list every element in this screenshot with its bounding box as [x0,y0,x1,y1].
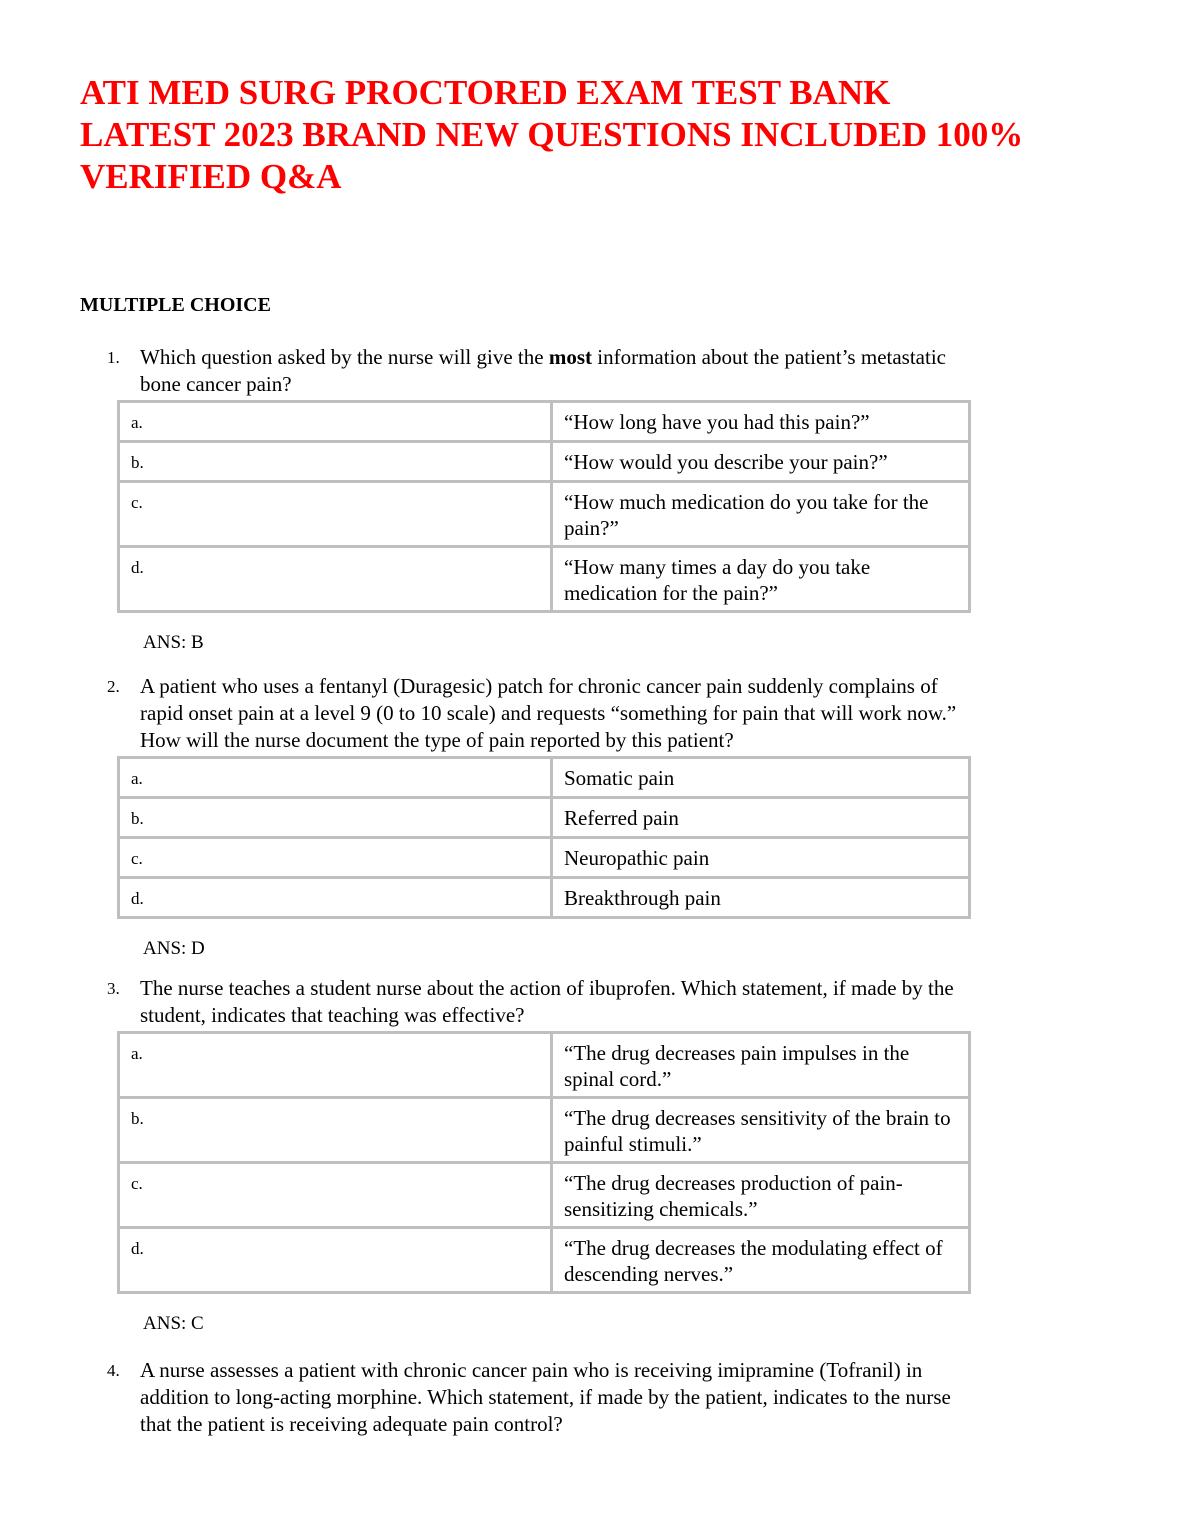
question-text [140,673,1067,754]
question-text-line [140,344,1067,371]
question-text-line: The nurse teaches a student nurse about the action of ibuprofen. Which statement, if made by the [140,976,954,1000]
option-row [119,798,970,838]
option-row [119,402,970,442]
option-text: “The drug decreases sensitivity of the brain to painful stimuli.” [552,1098,970,1163]
question-text-line: that the patient is receiving adequate pain control? [140,1412,563,1436]
question-text [140,1357,1067,1438]
option-row [119,838,970,878]
option-letter: b. [119,442,552,482]
title-line: ATI MED SURG PROCTORED EXAM TEST BANK [80,73,891,112]
question-number: 3. [107,979,120,998]
option-row [119,878,970,918]
title-line: LATEST 2023 BRAND NEW QUESTIONS INCLUDED 100% [80,115,1024,154]
option-letter: c. [119,1163,552,1228]
option-letter: a. [119,402,552,442]
option-letter: c. [119,838,552,878]
answer-key: ANS: D [143,938,205,959]
option-letter: d. [119,547,552,612]
option-text: “How would you describe your pain?” [552,442,970,482]
answer-key: ANS: B [143,632,204,653]
option-letter: a. [119,1033,552,1098]
option-row [119,442,970,482]
question-4 [107,1357,1067,1438]
option-text: “How long have you had this pain?” [552,402,970,442]
options-table [117,1031,971,1294]
option-text: Breakthrough pain [552,878,970,918]
option-letter: b. [119,798,552,838]
options-table [117,756,971,919]
option-text: “How much medication do you take for the pain?” [552,482,970,547]
option-letter: d. [119,1228,552,1293]
option-text: “How many times a day do you take medication for the pain?” [552,547,970,612]
option-text: “The drug decreases pain impulses in the spinal cord.” [552,1033,970,1098]
answer-key: ANS: C [143,1313,204,1334]
option-row [119,758,970,798]
question-text-line: A nurse assesses a patient with chronic cancer pain who is receiving imipramine (Tofranil) in [140,1358,923,1382]
text-segment: information about the patient’s metastatic [592,345,946,369]
question-text [140,344,1067,398]
option-row [119,482,970,547]
option-row [119,1033,970,1098]
question-text-line: A patient who uses a fentanyl (Duragesic) patch for chronic cancer pain suddenly complains of [140,674,938,698]
question-number: 4. [107,1361,120,1380]
option-row [119,1228,970,1293]
option-letter: a. [119,758,552,798]
option-letter: d. [119,878,552,918]
question-number: 1. [107,348,120,367]
option-text: Referred pain [552,798,970,838]
option-letter: c. [119,482,552,547]
question-number: 2. [107,677,120,696]
question-text [140,975,1067,1029]
question-1 [107,344,1067,655]
emphasis-text: most [548,345,592,369]
question-text-line: How will the nurse document the type of pain reported by this patient? [140,728,734,752]
option-text: Neuropathic pain [552,838,970,878]
section-heading: MULTIPLE CHOICE [80,294,271,316]
question-3 [107,975,1067,1336]
text-segment: Which question asked by the nurse will give the [140,345,549,369]
question-text-line: rapid onset pain at a level 9 (0 to 10 scale) and requests “something for pain that will work now.” [140,701,957,725]
option-text: “The drug decreases production of pain-sensitizing chemicals.” [552,1163,970,1228]
question-2 [107,673,1067,961]
option-row [119,547,970,612]
question-text-line: addition to long-acting morphine. Which statement, if made by the patient, indicates to the nurse [140,1385,951,1409]
options-table [117,400,971,613]
option-text: Somatic pain [552,758,970,798]
title-line: VERIFIED Q&A [80,157,342,196]
option-text: “The drug decreases the modulating effect of descending nerves.” [552,1228,970,1293]
question-text-line: student, indicates that teaching was effective? [140,1003,525,1027]
option-row [119,1098,970,1163]
document-title [80,72,1120,198]
option-row [119,1163,970,1228]
option-letter: b. [119,1098,552,1163]
question-text-line: bone cancer pain? [140,372,292,396]
